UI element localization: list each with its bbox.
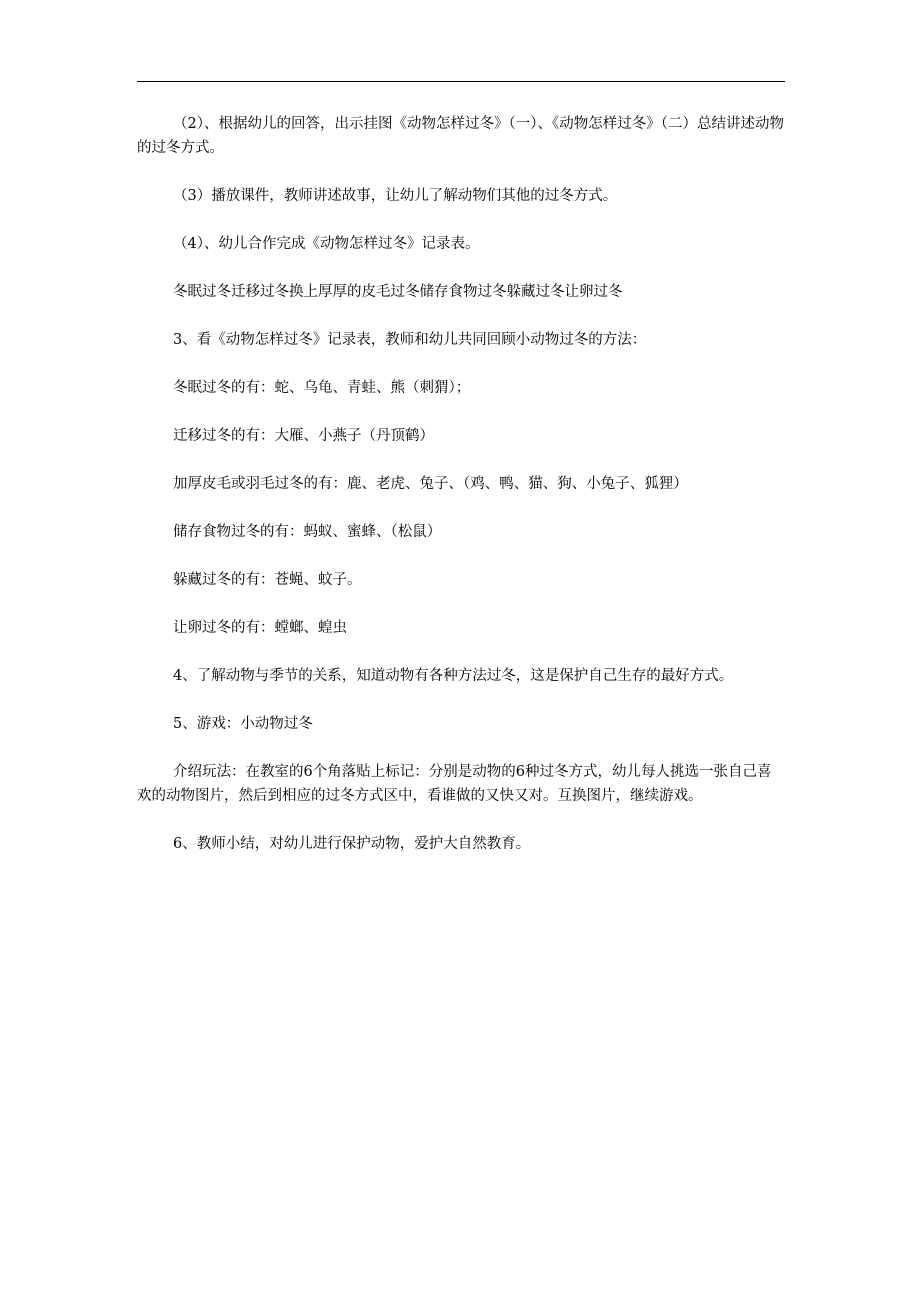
paragraph-step-2-2: （2）、根据幼儿的回答，出示挂图《动物怎样过冬》（一）、《动物怎样过冬》（二）总结讲述动物的过冬方式。: [137, 116, 784, 156]
paragraph-store-food: 储存食物过冬的有：蚂蚁、蜜蜂、（松鼠）: [173, 524, 442, 540]
paragraph-eggs: 让卵过冬的有：螳螂、蝗虫: [173, 620, 347, 636]
paragraph-step-6: 6、教师小结，对幼儿进行保护动物，爱护大自然教育。: [173, 836, 531, 852]
paragraph-hide: 躲藏过冬的有：苍蝇、蚊子。: [173, 572, 362, 588]
paragraph-step-2-4: （4）、幼儿合作完成《动物怎样过冬》记录表。: [173, 236, 480, 252]
paragraph-step-2-3: （3）播放课件，教师讲述故事，让幼儿了解动物们其他的过冬方式。: [173, 188, 618, 204]
paragraph-step-4: 4、了解动物与季节的关系，知道动物有各种方法过冬，这是保护自己生存的最好方式。: [173, 668, 734, 684]
paragraph-thicker-fur: 加厚皮毛或羽毛过冬的有：鹿、老虎、兔子、（鸡、鸭、猫、狗、小兔子、狐狸）: [173, 476, 688, 492]
paragraph-winter-methods: 冬眠过冬迁移过冬换上厚厚的皮毛过冬储存食物过冬躲藏过冬让卵过冬: [173, 284, 623, 300]
paragraph-hibernate: 冬眠过冬的有：蛇、乌龟、青蛙、熊（刺猬）；: [173, 380, 471, 396]
header-rule: [137, 81, 785, 82]
document-body: [137, 112, 785, 856]
paragraph-game-rules: 介绍玩法：在教室的6个角落贴上标记：分别是动物的6种过冬方式，幼儿每人挑选一张自己喜欢的动物图片，然后到相应的过冬方式区中，看谁做的又快又对。互换图片，继续游戏。: [137, 764, 772, 804]
paragraph-migrate: 迁移过冬的有：大雁、小燕子（丹顶鹤）: [173, 428, 434, 444]
paragraph-step-5: 5、游戏：小动物过冬: [173, 716, 313, 732]
paragraph-step-3: 3、看《动物怎样过冬》记录表，教师和幼儿共同回顾小动物过冬的方法：: [173, 332, 647, 348]
